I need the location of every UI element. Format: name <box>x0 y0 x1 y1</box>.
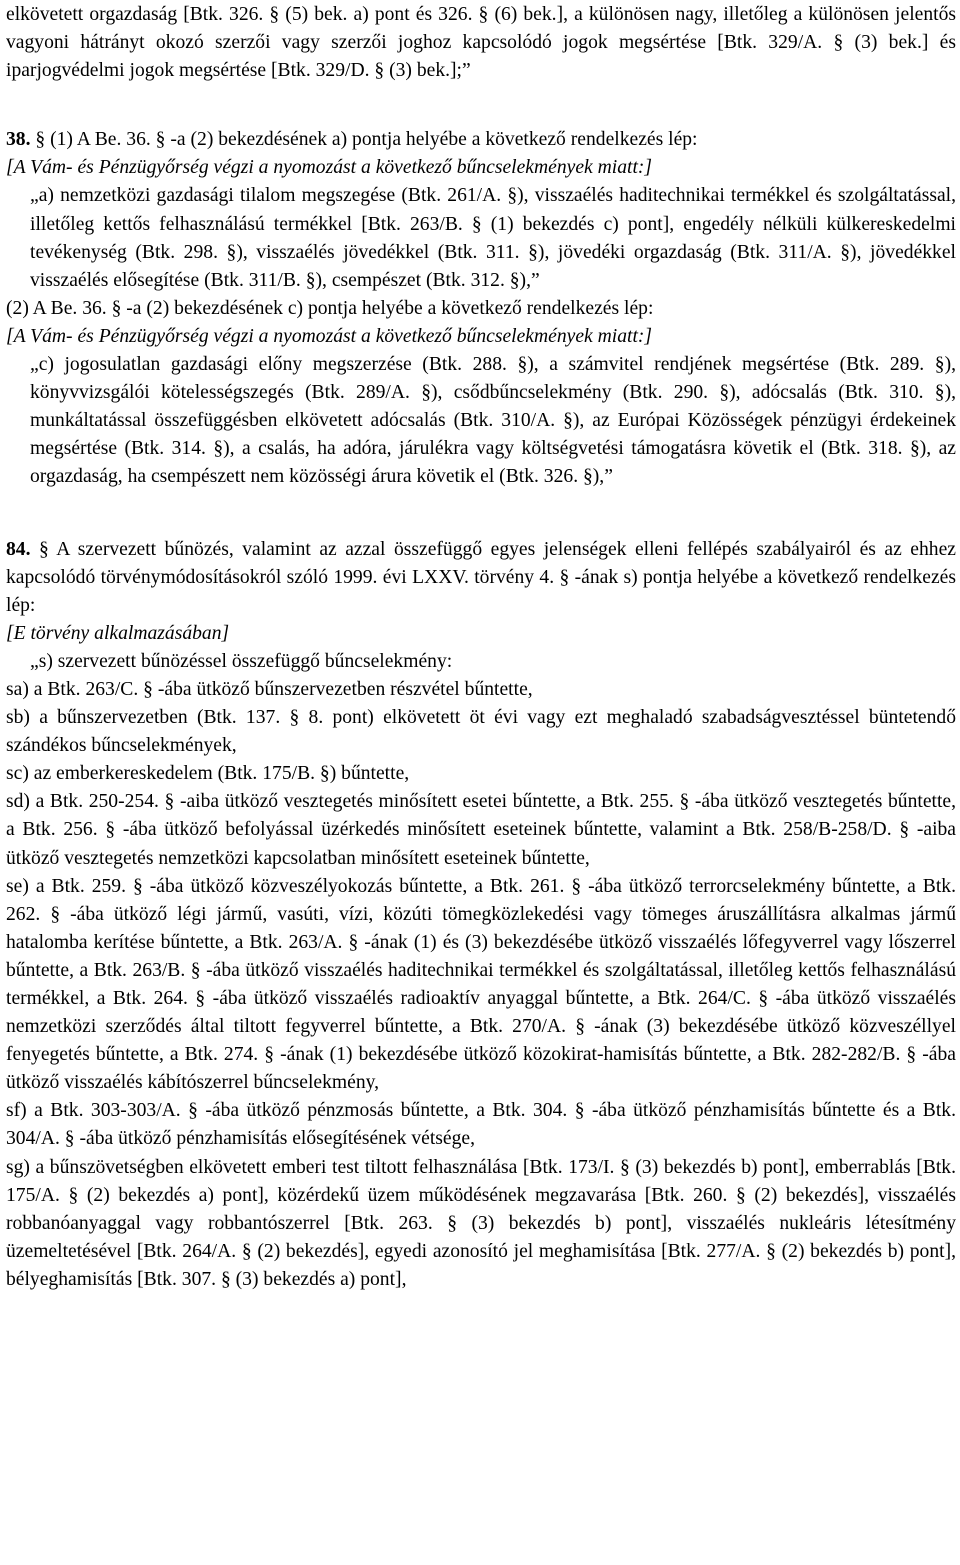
point-se: se) a Btk. 259. § -ába ütköző közveszélyokozás bűntette, a Btk. 261. § -ába ütköző terrorcselekmény bűntette, a Btk. 262. § -ába ütköző légi jármű, vasúti, vízi, közúti tömegközlekedési vagy tömeges áruszállításra alkalmas jármű hatalomba kerítése bűntette, a Btk. 263/A. § -ának (1) és (3) bekezdésébe ütköző visszaélés lőfegyverrel vagy lőszerrel bűntette, a Btk. 263/B. § -ába ütköző visszaélés haditechnikai termékkel és szolgáltatással, illetőleg kettős felhasználású termékkel, a Btk. 264. § -ába ütköző visszaélés radioaktív anyaggal bűntette, a Btk. 264/C. § -ába ütköző visszaélés nemzetközi szerződés által tiltott fegyverrel bűntette, a Btk. 270/A. § -ának (3) bekezdésébe ütköző közveszéllyel fenyegetés bűntette, a Btk. 274. § -ának (1) bekezdésébe ütköző közokirat-hamisítás bűntette, a Btk. 282-282/B. § -ába ütköző visszaélés kábítószerrel bűncselekmény, <box>6 875 956 1094</box>
section-38-body-2: „c) jogosulatlan gazdasági előny megszerzése (Btk. 288. §), a számvitel rendjének megsértése (Btk. 289. §), könyvvizsgálói kötelességszegés (Btk. 289/A. §), csődbűncselekmény (Btk. 290. §), adócsalás (Btk. 310. §), munkáltatással összefüggésben elkövetett adócsalás (Btk. 310/A. §), az Európai Közösségek pénzügyi érdekeinek megsértése (Btk. 314. §), a csalás, ha adóra, járulékra vagy költségvetési támogatásra követik el (Btk. 318. §), az orgazdaság, ha csempészett nem közösségi árura követik el (Btk. 326. §),” <box>30 354 956 488</box>
point-sg: sg) a bűnszövetségben elkövetett emberi test tiltott felhasználása [Btk. 173/I. § (3) bekezdés b) pont], emberrablás [Btk. 175/A. § (2) bekezdés a) pont], közérdekű üzem működésének megzavarása [Btk. 260. § (2) bekezdés], visszaélés robbanóanyaggal vagy robbantószerrel [Btk. 263. § (3) bekezdés b) pont], visszaélés nukleáris létesítmény üzemeltetésével [Btk. 264/A. § (2) bekezdés], egyedi azonosító jel meghamisítása [Btk. 277/A. § (2) bekezdés b) pont], bélyeghamisítás [Btk. 307. § (3) bekezdés a) pont], <box>6 1156 956 1290</box>
point-s: „s) szervezett bűnözéssel összefüggő bűncselekmény: <box>30 650 453 672</box>
section-38-body-1: „a) nemzetközi gazdasági tilalom megszegése (Btk. 261/A. §), visszaélés haditechnikai termékkel és szolgáltatással, illetőleg kettős felhasználású termékkel [Btk. 263/B. § (1) bekezdés c) pont], engedély nélküli külkereskedelmi tevékenység (Btk. 298. §), visszaélés jövedékkel (Btk. 311. §), jövedéki orgazdaság (Btk. 311/A. §), jövedékkel visszaélés elősegítése (Btk. 311/B. §), csempészet (Btk. 312. §),” <box>30 185 956 291</box>
point-sa: sa) a Btk. 263/C. § -ába ütköző bűnszervezetben részvétel bűntette, <box>6 678 533 700</box>
intro-paragraph: elkövetett orgazdaság [Btk. 326. § (5) bek. a) pont és 326. § (6) bek.], a különösen nagy, illetőleg a különösen jelentős vagyoni hátrányt okozó szerzői vagy szerzői joghoz kapcsolódó jogok megsértése [Btk. 329/A. § (3) bek.] és iparjogvédelmi jogok megsértése [Btk. 329/D. § (3) bek.];” <box>6 4 956 82</box>
section-38-number: 38. <box>6 129 31 151</box>
section-gap <box>6 492 956 536</box>
section-38-lead-1: [A Vám- és Pénzügyőrség végzi a nyomozást a következő bűncselekmények miatt:] <box>6 157 653 179</box>
section-38-lead-2: [A Vám- és Pénzügyőrség végzi a nyomozást a következő bűncselekmények miatt:] <box>6 325 653 347</box>
section-84-lead: [E törvény alkalmazásában] <box>6 622 230 644</box>
section-38-paragraph-1 <box>6 126 956 154</box>
section-38-paragraph-2: (2) A Be. 36. § -a (2) bekezdésének c) pontja helyébe a következő rendelkezés lép: <box>6 297 654 319</box>
point-sf: sf) a Btk. 303-303/A. § -ába ütköző pénzmosás bűntette, a Btk. 304. § -ába ütköző pénzhamisítás bűntette és a Btk. 304/A. § -ába ütköző pénzhamisítás elősegítésének vétsége, <box>6 1100 956 1150</box>
document-page <box>6 1 956 1294</box>
point-sb: sb) a bűnszervezetben (Btk. 137. § 8. pont) elkövetett öt évi vagy ezt meghaladó szabadságvesztéssel büntetendő szándékos bűncselekmények, <box>6 707 956 757</box>
point-sc: sc) az emberkereskedelem (Btk. 175/B. §) bűntette, <box>6 763 410 785</box>
section-gap <box>6 85 956 126</box>
point-sd: sd) a Btk. 250-254. § -aiba ütköző vesztegetés minősített esetei bűntette, a Btk. 255. § -ába ütköző vesztegetés bűntette, a Btk. 256. § -ába ütköző befolyással üzérkedés minősített eseteinek bűntette, valamint a Btk. 258/B-258/D. § -aiba ütköző vesztegetés nemzetközi kapcsolatban minősített eseteinek bűntette, <box>6 791 956 869</box>
section-84-paragraph <box>6 536 956 620</box>
section-84-text: § A szervezett bűnözés, valamint az azzal összefüggő egyes jelenségek elleni fellépés szabályairól és az ehhez kapcsolódó törvénymódosításokról szóló 1999. évi LXXV. törvény 4. § -ának s) pontja helyébe a következő rendelkezés lép: <box>6 538 956 616</box>
section-38-text: § (1) A Be. 36. § -a (2) bekezdésének a) pontja helyébe a következő rendelkezés lép: <box>30 129 698 151</box>
section-84-number: 84. <box>6 538 31 560</box>
